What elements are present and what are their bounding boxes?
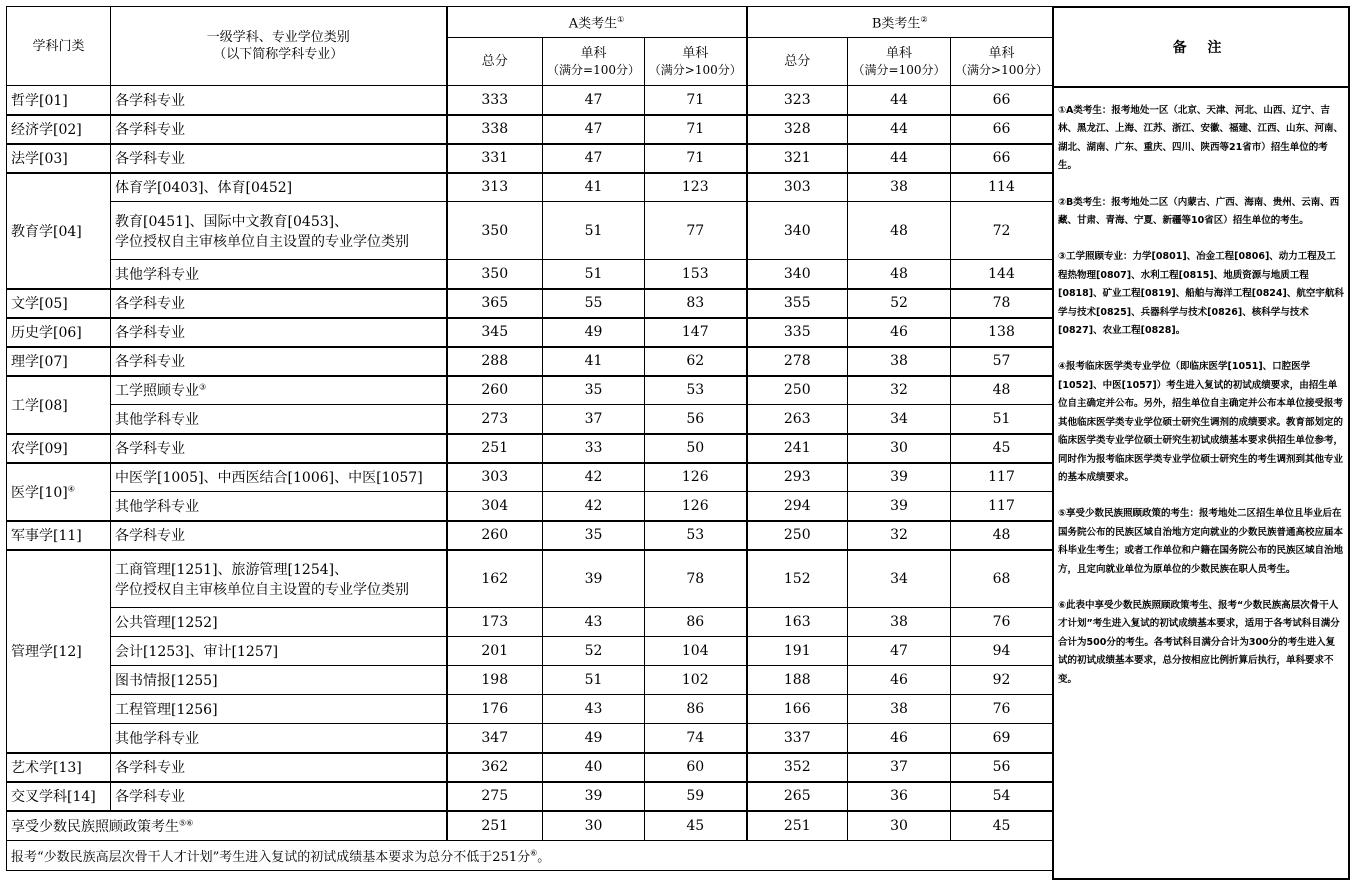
discipline-label: 军事学[11]: [11, 528, 82, 544]
score-cell-b-0: 188: [747, 666, 848, 695]
score-cell-b-2: 45: [951, 434, 1053, 463]
score-cell-a-0: 347: [447, 724, 543, 753]
table-row: [7, 144, 1053, 173]
subject-label: 其他学科专业: [115, 498, 199, 515]
subject-label-line2: 学位授权自主审核单位自主设置的专业学位类别: [115, 581, 409, 598]
table-row: [7, 695, 1053, 724]
score-cell-b-0: 352: [747, 753, 848, 782]
score-cell-b-1: 46: [848, 666, 951, 695]
minority-score-a-0: 251: [447, 811, 543, 841]
score-cell-a-1: 39: [543, 550, 645, 608]
minority-label: 享受少数民族照顾政策考生: [11, 818, 179, 835]
score-cell-b-1: 39: [848, 463, 951, 492]
header-group-a-label: A类考生: [568, 16, 618, 32]
score-cell-a-0: 288: [447, 347, 543, 376]
score-cell-a-1: 55: [543, 289, 645, 318]
table-row: [7, 260, 1053, 289]
subject-cell: [111, 202, 447, 260]
subject-label: 各学科专业: [115, 760, 185, 776]
discipline-label: 农学[09]: [11, 441, 68, 457]
subject-cell: [111, 289, 447, 318]
score-cell-a-1: 35: [543, 521, 645, 550]
score-cell-a-1: 42: [543, 492, 645, 521]
score-cell-b-2: 94: [951, 637, 1053, 666]
score-cell-b-1: 44: [848, 86, 951, 115]
table-row: [7, 405, 1053, 434]
subject-label: 工商管理[1251]、旅游管理[1254]、: [115, 561, 349, 578]
header-discipline: 学科门类: [7, 7, 111, 86]
score-cell-b-1: 47: [848, 637, 951, 666]
score-cell-b-2: 54: [951, 782, 1053, 811]
score-cell-a-2: 77: [645, 202, 747, 260]
score-cell-a-2: 53: [645, 376, 747, 405]
discipline-label: 哲学[01]: [11, 92, 68, 109]
score-cell-b-0: 293: [747, 463, 848, 492]
header-subject-line1: 一级学科、专业学位类别: [206, 30, 350, 45]
score-cell-b-2: 76: [951, 608, 1053, 637]
discipline-label: 交叉学科[14]: [11, 789, 96, 805]
minority-score-a-1: 30: [543, 811, 645, 841]
header-b-total: 总分: [747, 38, 848, 86]
header-b-singleover: [951, 38, 1053, 86]
subject-cell: [111, 695, 447, 724]
subject-cell: [111, 86, 447, 115]
score-cell-b-2: 66: [951, 115, 1053, 144]
score-cell-a-1: 49: [543, 724, 645, 753]
footer-note-row: [7, 841, 1053, 871]
score-cell-a-0: 201: [447, 637, 543, 666]
score-cell-b-1: 38: [848, 608, 951, 637]
header-group-a: [447, 7, 747, 38]
score-cell-a-2: 126: [645, 463, 747, 492]
header-a-singleover-label: 单科: [682, 45, 709, 61]
subject-label: 各学科专业: [115, 151, 185, 167]
score-cell-b-0: 340: [747, 260, 848, 289]
score-cell-b-0: 321: [747, 144, 848, 173]
score-cell-b-0: 250: [747, 376, 848, 405]
discipline-label: 文学[05]: [11, 296, 68, 312]
subject-label: 工学照顾专业: [115, 383, 199, 400]
subject-mark: ③: [199, 382, 207, 392]
score-cell-b-1: 32: [848, 376, 951, 405]
minority-label-cell: [7, 811, 447, 841]
score-cell-a-0: 198: [447, 666, 543, 695]
score-cell-a-0: 331: [447, 144, 543, 173]
discipline-cell: [7, 318, 111, 347]
subject-cell: [111, 608, 447, 637]
discipline-label: 历史学[06]: [11, 325, 82, 341]
table-row: [7, 202, 1053, 260]
score-cell-b-0: 191: [747, 637, 848, 666]
score-cell-b-0: 355: [747, 289, 848, 318]
score-cell-a-2: 60: [645, 753, 747, 782]
score-cell-a-0: 275: [447, 782, 543, 811]
discipline-cell: [7, 289, 111, 318]
score-cell-b-2: 92: [951, 666, 1053, 695]
subject-cell: [111, 405, 447, 434]
discipline-cell: [7, 434, 111, 463]
subject-label: 各学科专业: [115, 354, 185, 370]
subject-label: 其他学科专业: [115, 266, 199, 283]
score-cell-b-0: 250: [747, 521, 848, 550]
table-row: [7, 521, 1053, 550]
header-subject: [111, 7, 447, 86]
table-row: [7, 376, 1053, 405]
score-cell-b-1: 32: [848, 521, 951, 550]
score-cell-a-2: 71: [645, 86, 747, 115]
score-cell-b-1: 48: [848, 202, 951, 260]
score-cell-a-0: 350: [447, 202, 543, 260]
score-cell-a-2: 104: [645, 637, 747, 666]
subject-label: 其他学科专业: [115, 730, 199, 747]
score-cell-a-0: 365: [447, 289, 543, 318]
score-cell-b-2: 138: [951, 318, 1053, 347]
score-cell-a-1: 47: [543, 144, 645, 173]
remarks-panel: [1052, 6, 1350, 880]
score-cell-a-0: 333: [447, 86, 543, 115]
table-row: [7, 434, 1053, 463]
score-cell-b-0: 163: [747, 608, 848, 637]
minority-score-b-0: 251: [747, 811, 848, 841]
score-cell-a-2: 86: [645, 608, 747, 637]
header-a-single100: [543, 38, 645, 86]
score-cell-a-2: 71: [645, 115, 747, 144]
footer-note-cell: [7, 841, 1053, 871]
discipline-label: 理学[07]: [11, 354, 68, 370]
score-cell-b-2: 48: [951, 376, 1053, 405]
score-cell-a-1: 47: [543, 115, 645, 144]
score-cell-a-1: 40: [543, 753, 645, 782]
table-row: [7, 289, 1053, 318]
discipline-label: 管理学[12]: [11, 644, 82, 660]
table-row: [7, 753, 1053, 782]
score-cell-a-1: 33: [543, 434, 645, 463]
header-group-a-mark: ①: [617, 15, 625, 25]
score-cell-a-0: 251: [447, 434, 543, 463]
score-cell-a-1: 51: [543, 260, 645, 289]
header-group-b: [747, 7, 1053, 38]
header-b-single100: [848, 38, 951, 86]
header-a-total: 总分: [447, 38, 543, 86]
table-row: [7, 492, 1053, 521]
discipline-cell: [7, 115, 111, 144]
score-cell-a-1: 43: [543, 608, 645, 637]
score-cell-b-1: 38: [848, 173, 951, 202]
score-cell-b-1: 44: [848, 144, 951, 173]
subject-label: 各学科专业: [115, 325, 185, 341]
score-cell-b-2: 48: [951, 521, 1053, 550]
table-row: [7, 782, 1053, 811]
table-row: [7, 347, 1053, 376]
score-cell-a-2: 123: [645, 173, 747, 202]
score-cell-b-2: 76: [951, 695, 1053, 724]
score-cell-b-0: 265: [747, 782, 848, 811]
score-cell-a-2: 126: [645, 492, 747, 521]
score-cell-b-2: 117: [951, 463, 1053, 492]
minority-score-b-2: 45: [951, 811, 1053, 841]
score-cell-a-0: 176: [447, 695, 543, 724]
score-cell-b-0: 263: [747, 405, 848, 434]
score-cell-b-2: 57: [951, 347, 1053, 376]
score-cell-b-0: 337: [747, 724, 848, 753]
score-cell-b-0: 152: [747, 550, 848, 608]
subject-label: 各学科专业: [115, 296, 185, 312]
subject-cell: [111, 347, 447, 376]
header-group-b-label: B类考生: [871, 16, 921, 32]
score-cell-b-1: 46: [848, 318, 951, 347]
score-cell-a-0: 350: [447, 260, 543, 289]
header-b-single100-note: （满分=100分）: [852, 62, 946, 77]
score-table-body: [7, 86, 1053, 871]
score-cell-a-2: 153: [645, 260, 747, 289]
score-cell-b-2: 66: [951, 86, 1053, 115]
discipline-label: 教育学[04]: [11, 223, 82, 240]
score-cell-a-1: 47: [543, 86, 645, 115]
subject-cell: [111, 144, 447, 173]
score-table-page: [6, 6, 1352, 882]
header-a-singleover-note: （满分>100分）: [648, 62, 742, 77]
header-a-singleover: [645, 38, 747, 86]
score-cell-b-2: 69: [951, 724, 1053, 753]
discipline-label: 经济学[02]: [11, 122, 82, 138]
score-cell-a-1: 41: [543, 173, 645, 202]
subject-cell: [111, 550, 447, 608]
discipline-label: 艺术学[13]: [11, 760, 82, 776]
score-cell-b-1: 37: [848, 753, 951, 782]
discipline-label: 法学[03]: [11, 151, 68, 167]
remarks-body: [1054, 88, 1348, 689]
subject-cell: [111, 434, 447, 463]
score-cell-b-0: 323: [747, 86, 848, 115]
subject-label: 各学科专业: [115, 789, 185, 805]
score-cell-b-0: 340: [747, 202, 848, 260]
remark-note-6: ⑥此表中享受少数民族照顾政策考生、报考“少数民族高层次骨干人才计划”考生进入复试的初试成绩基本要求，适用于各考试科目满分合计为500分的考生。各考试科目满分合计为300分的考生进入复试的初试成绩基本要求，总分按相应比例折算后执行，单科要求不变。: [1058, 599, 1340, 685]
score-cell-a-2: 50: [645, 434, 747, 463]
table-row: [7, 318, 1053, 347]
score-cell-b-1: 46: [848, 724, 951, 753]
footer-note-mark: ⑥: [530, 848, 538, 858]
subject-cell: [111, 521, 447, 550]
score-cell-a-0: 273: [447, 405, 543, 434]
subject-label: 各学科专业: [115, 441, 185, 457]
subject-cell: [111, 637, 447, 666]
score-cell-b-1: 48: [848, 260, 951, 289]
score-cell-b-2: 114: [951, 173, 1053, 202]
score-cell-a-0: 304: [447, 492, 543, 521]
footer-note-text: 报考“少数民族高层次骨干人才计划”考生进入复试的初试成绩基本要求为总分不低于251分: [11, 850, 531, 865]
discipline-label: 工学[08]: [11, 397, 68, 414]
header-b-singleover-note: （满分>100分）: [955, 62, 1048, 77]
discipline-cell: [7, 376, 111, 434]
table-row: [7, 115, 1053, 144]
score-cell-a-1: 41: [543, 347, 645, 376]
score-cell-b-1: 44: [848, 115, 951, 144]
score-cell-a-2: 59: [645, 782, 747, 811]
subject-cell: [111, 318, 447, 347]
subject-label: 工程管理[1256]: [115, 702, 218, 718]
discipline-cell: [7, 550, 111, 753]
score-cell-b-2: 72: [951, 202, 1053, 260]
table-row: [7, 637, 1053, 666]
score-cell-a-2: 71: [645, 144, 747, 173]
header-a-single100-label: 单科: [580, 45, 607, 61]
remark-note-2: ②B类考生：报考地处二区（内蒙古、广西、海南、贵州、云南、西藏、甘肃、青海、宁夏、新疆等10省区）招生单位的考生。: [1058, 196, 1340, 227]
remarks-header: 备 注: [1054, 8, 1348, 88]
score-cell-a-2: 86: [645, 695, 747, 724]
subject-cell: [111, 376, 447, 405]
score-cell-a-2: 56: [645, 405, 747, 434]
score-cell-b-0: 278: [747, 347, 848, 376]
subject-cell: [111, 115, 447, 144]
score-cell-b-0: 294: [747, 492, 848, 521]
score-cell-a-2: 62: [645, 347, 747, 376]
header-a-single100-note: （满分=100分）: [547, 62, 640, 77]
score-cell-a-0: 260: [447, 521, 543, 550]
score-cell-a-2: 78: [645, 550, 747, 608]
score-cell-b-1: 30: [848, 434, 951, 463]
score-cell-a-1: 52: [543, 637, 645, 666]
score-cell-b-0: 241: [747, 434, 848, 463]
score-cell-a-1: 51: [543, 666, 645, 695]
subject-cell: [111, 173, 447, 202]
header-group-b-mark: ②: [920, 15, 928, 25]
header-subject-line2: （以下简称学科专业）: [213, 47, 344, 62]
score-cell-b-2: 68: [951, 550, 1053, 608]
header-b-single100-label: 单科: [885, 45, 912, 61]
subject-cell: [111, 724, 447, 753]
subject-label: 其他学科专业: [115, 411, 199, 428]
subject-label: 公共管理[1252]: [115, 615, 218, 631]
score-cell-b-2: 144: [951, 260, 1053, 289]
score-cell-a-2: 74: [645, 724, 747, 753]
table-row: [7, 608, 1053, 637]
score-cell-a-0: 345: [447, 318, 543, 347]
score-cell-a-0: 338: [447, 115, 543, 144]
score-cell-b-1: 39: [848, 492, 951, 521]
score-cell-a-1: 49: [543, 318, 645, 347]
score-cell-b-0: 303: [747, 173, 848, 202]
subject-label: 各学科专业: [115, 92, 185, 109]
score-cell-b-0: 335: [747, 318, 848, 347]
score-cell-b-1: 34: [848, 405, 951, 434]
score-cell-a-1: 37: [543, 405, 645, 434]
score-cell-b-2: 56: [951, 753, 1053, 782]
score-cell-a-0: 162: [447, 550, 543, 608]
subject-label: 各学科专业: [115, 528, 185, 544]
discipline-cell: [7, 463, 111, 521]
score-cell-a-2: 53: [645, 521, 747, 550]
discipline-cell: [7, 173, 111, 289]
discipline-cell: [7, 521, 111, 550]
score-cell-b-0: 166: [747, 695, 848, 724]
minority-row: [7, 811, 1053, 841]
score-cell-a-0: 260: [447, 376, 543, 405]
subject-cell: [111, 666, 447, 695]
score-cell-b-1: 38: [848, 347, 951, 376]
subject-label: 各学科专业: [115, 122, 185, 138]
subject-label: 图书情报[1255]: [115, 673, 218, 689]
score-cell-b-2: 78: [951, 289, 1053, 318]
remark-note-4: ④报考临床医学类专业学位（即临床医学[1051]、口腔医学[1052]、中医[1057]）考生进入复试的初试成绩要求，由招生单位自主确定并公布。另外，招生单位自主确定并公布本单位接受报考其他临床医学类专业学位硕士研究生调剂的成绩要求。教育部划定的临床医学类专业学位硕士研究生初试成绩基本要求供招生单位参考，同时作为报考临床医学类专业学位硕士研究生的考生调剂到其他专业的基本成绩要求。: [1058, 361, 1344, 483]
score-cell-a-1: 43: [543, 695, 645, 724]
score-table: [6, 6, 1053, 871]
minority-mark: ⑤⑥: [179, 818, 194, 828]
score-cell-b-2: 66: [951, 144, 1053, 173]
subject-label: 会计[1253]、审计[1257]: [115, 644, 279, 660]
score-cell-b-2: 51: [951, 405, 1053, 434]
subject-label: 中医学[1005]、中西医结合[1006]、中医[1057]: [115, 470, 423, 487]
score-cell-b-1: 36: [848, 782, 951, 811]
header-b-singleover-label: 单科: [988, 45, 1015, 61]
subject-cell: [111, 753, 447, 782]
score-cell-a-0: 313: [447, 173, 543, 202]
discipline-cell: [7, 86, 111, 115]
remark-note-3: ③工学照顾专业：力学[0801]、冶金工程[0806]、动力工程及工程热物理[0807]、水利工程[0815]、地质资源与地质工程[0818]、矿业工程[0819]、船舶与海洋工程[0824]、航空宇航科学与技术[0825]、兵器科学与技术[0826]、核科学与技术[0827]、农业工程[0828]。: [1058, 251, 1344, 337]
table-row: [7, 666, 1053, 695]
score-cell-a-0: 173: [447, 608, 543, 637]
score-cell-a-1: 35: [543, 376, 645, 405]
table-row: [7, 463, 1053, 492]
discipline-label: 医学[10]: [11, 484, 68, 501]
discipline-mark: ④: [67, 483, 75, 493]
remark-note-1: ①A类考生：报考地处一区（北京、天津、河北、山西、辽宁、吉林、黑龙江、上海、江苏、浙江、安徽、福建、江西、山东、河南、湖北、湖南、广东、重庆、四川、陕西等21省市）招生单位的考生。: [1058, 105, 1344, 172]
discipline-cell: [7, 144, 111, 173]
subject-cell: [111, 492, 447, 521]
score-cell-b-1: 34: [848, 550, 951, 608]
discipline-cell: [7, 753, 111, 782]
subject-label: 体育学[0403]、体育[0452]: [115, 180, 293, 197]
subject-cell: [111, 260, 447, 289]
score-cell-b-1: 52: [848, 289, 951, 318]
table-row: [7, 550, 1053, 608]
subject-cell: [111, 782, 447, 811]
subject-label: 教育[0451]、国际中文教育[0453]、: [115, 213, 349, 230]
discipline-cell: [7, 347, 111, 376]
table-row: [7, 173, 1053, 202]
score-cell-a-0: 362: [447, 753, 543, 782]
discipline-cell: [7, 782, 111, 811]
remark-note-5: ⑤享受少数民族照顾政策的考生：报考地处二区招生单位且毕业后在国务院公布的民族区域自治地方定向就业的少数民族普通高校应届本科毕业生考生；或者工作单位和户籍在国务院公布的民族区域自治地方，且定向就业单位为原单位的少数民族在职人员考生。: [1058, 508, 1344, 575]
score-cell-b-0: 328: [747, 115, 848, 144]
score-cell-a-1: 42: [543, 463, 645, 492]
minority-score-a-2: 45: [645, 811, 747, 841]
minority-score-b-1: 30: [848, 811, 951, 841]
score-cell-b-1: 38: [848, 695, 951, 724]
score-cell-a-2: 102: [645, 666, 747, 695]
score-cell-a-2: 147: [645, 318, 747, 347]
score-cell-a-1: 39: [543, 782, 645, 811]
subject-label-line2: 学位授权自主审核单位自主设置的专业学位类别: [115, 233, 409, 250]
score-cell-b-2: 117: [951, 492, 1053, 521]
score-cell-a-0: 303: [447, 463, 543, 492]
subject-cell: [111, 463, 447, 492]
score-cell-a-2: 83: [645, 289, 747, 318]
table-row: [7, 86, 1053, 115]
footer-note-end: 。: [537, 850, 551, 865]
table-row: [7, 724, 1053, 753]
score-cell-a-1: 51: [543, 202, 645, 260]
